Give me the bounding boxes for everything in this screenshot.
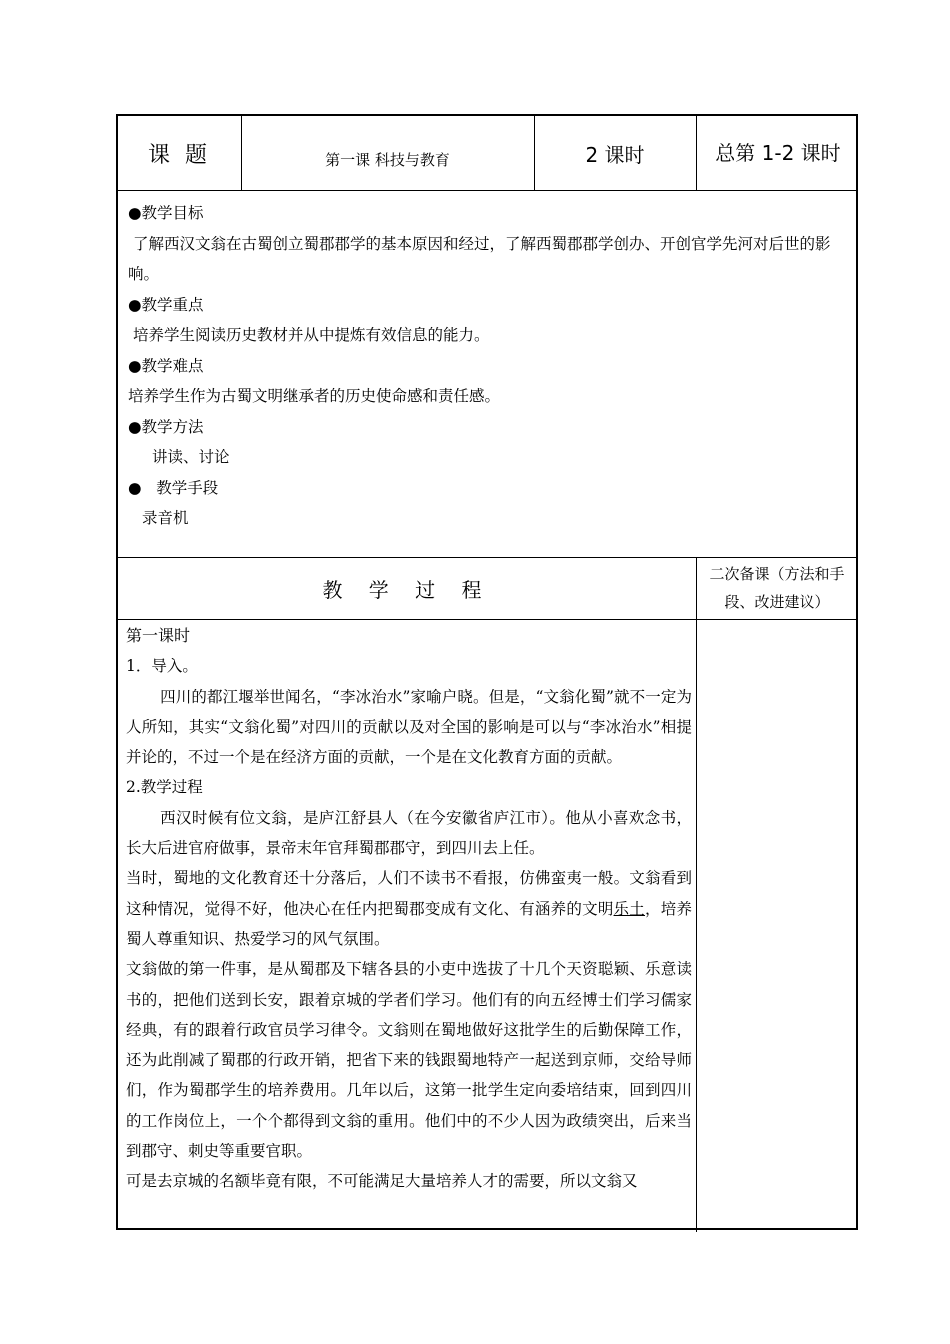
- lesson-body: [126, 621, 692, 1197]
- paragraph-first-step: 文翁做的第一件事，是从蜀郡及下辖各县的小吏中选拔了十几个天资聪颖、乐意读书的，把他们送到长安，跟着京城的学者们学习。他们有的向五经博士们学习儒家经典，有的跟着行政官员学习律令。文翁则在蜀地做好这批学生的后勤保障工作，还为此削减了蜀郡的行政开销，把省下来的钱跟蜀地特产一起送到京师，交给导师们，作为蜀郡学生的培养费用。几年以后，这第一批学生定向委培结束，回到四川的工作岗位上，一个个都得到文翁的重用。他们中的不少人因为政绩突出，后来当到郡守、刺史等重要官职。: [126, 960, 692, 1161]
- difficult-heading: ●教学难点: [128, 356, 204, 375]
- hours-label: 2 课时: [585, 142, 645, 167]
- col-divider-3: [696, 116, 697, 190]
- col-divider-remark: [696, 557, 697, 1232]
- row-divider-process: [118, 619, 856, 620]
- key-heading: ●教学重点: [128, 295, 204, 314]
- paragraph-culture: [126, 863, 692, 954]
- means-text: 录音机: [142, 509, 189, 527]
- lesson-plan-table: [116, 114, 858, 1230]
- method-text: 讲读、讨论: [152, 448, 230, 466]
- goal-text: 了解西汉文翁在古蜀创立蜀郡郡学的基本原因和经过，了解西蜀郡郡学创办、开创官学先河对后世的影响。: [128, 234, 831, 283]
- paragraph-culture-b: ，培养蜀人尊重知识、热爱学习的风气氛围。: [126, 899, 692, 948]
- total-hours-label: 总第 1-2 课时: [715, 140, 841, 165]
- lesson-title: 第一课时: [126, 626, 191, 645]
- means-heading: ● 教学手段: [128, 478, 219, 497]
- item-process: 2.教学过程: [126, 778, 203, 797]
- objectives-section: [128, 198, 854, 534]
- paragraph-limits: 可是去京城的名额毕竟有限，不可能满足大量培养人才的需要，所以文翁又: [126, 1172, 638, 1191]
- remark-header: 二次备课（方法和手段、改进建议）: [709, 565, 845, 611]
- key-text: 培养学生阅读历史教材并从中提炼有效信息的能力。: [128, 326, 490, 344]
- paragraph-intro: 四川的都江堰举世闻名，“李冰治水”家喻户晓。但是，“文翁化蜀”就不一定为人所知，其实“文翁化蜀”对四川的贡献以及对全国的影响是可以与“李冰治水”相提并论的，不过一个是在经济方面的贡献，一个是在文化教育方面的贡献。: [126, 687, 692, 767]
- process-title: 教 学 过 程: [322, 577, 492, 602]
- goal-heading: ●教学目标: [128, 204, 204, 222]
- paragraph-wenweng: 西汉时候有位文翁，是庐江舒县人（在今安徽省庐江市）。他从小喜欢念书，长大后进官府做事，景帝末年官拜蜀郡郡守，到四川去上任。: [126, 808, 692, 858]
- method-heading: ●教学方法: [128, 417, 204, 436]
- paragraph-culture-a: 当时，蜀地的文化教育还十分落后，人们不读书不看报，仿佛蛮夷一般。文翁看到这种情况，觉得不好，他决心在任内把蜀郡变成有文化、有涵养的文明: [126, 869, 692, 918]
- underlined-term: 乐土: [613, 899, 646, 918]
- topic-label: 课 题: [148, 142, 211, 168]
- item-intro: 1．导入。: [126, 657, 198, 676]
- difficult-text: 培养学生作为古蜀文明继承者的历史使命感和责任感。: [128, 387, 501, 405]
- topic-value: 第一课 科技与教育: [325, 150, 450, 169]
